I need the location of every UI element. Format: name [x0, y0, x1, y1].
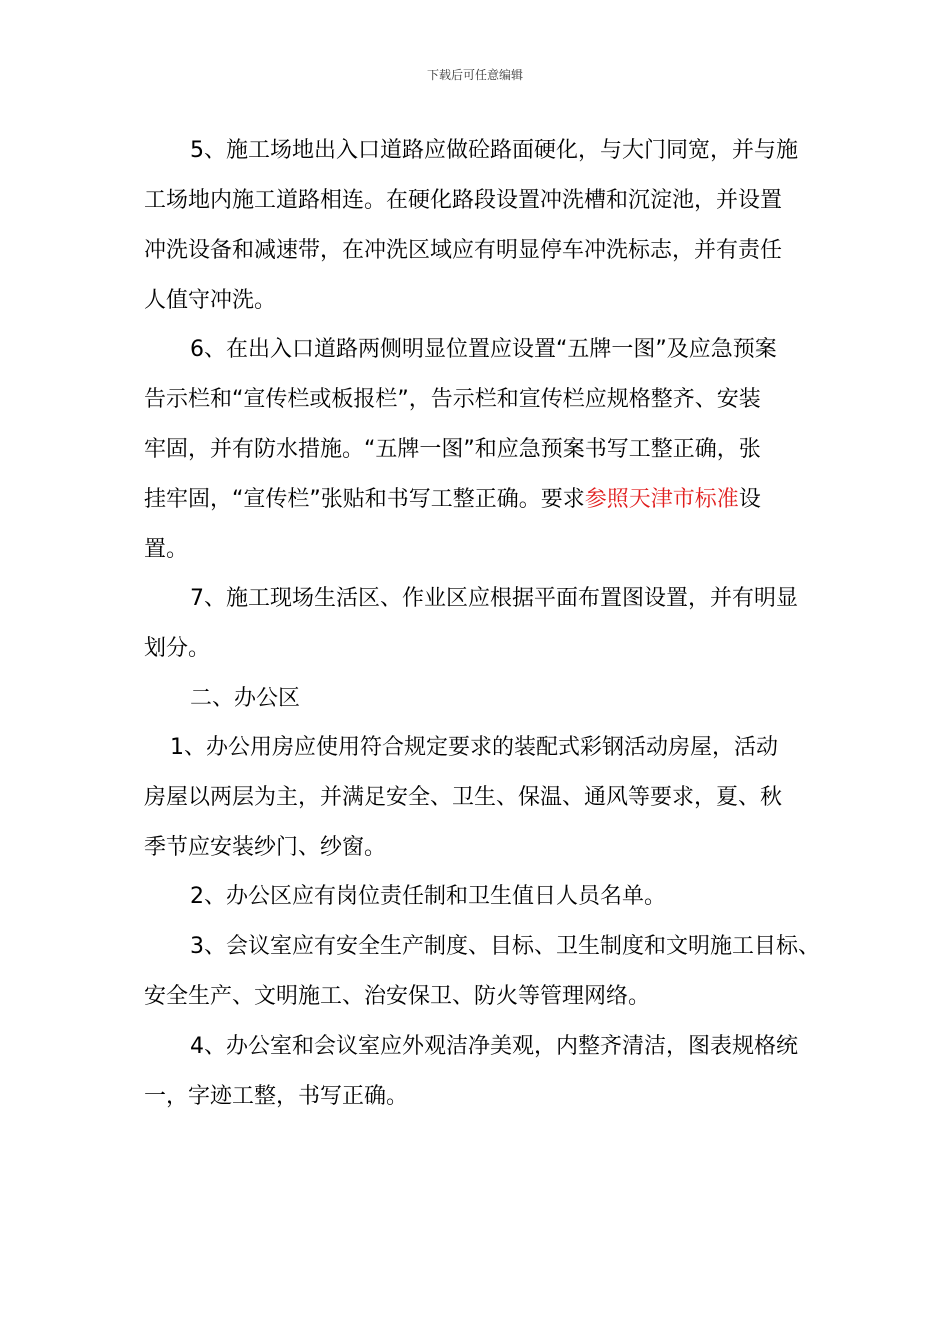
- para5-line-2: 工场地内施工道路相连。在硬化路段设置冲洗槽和沉淀池，并设置: [144, 188, 783, 213]
- para6-line-3: 牢固，并有防水措施。“五牌一图”和应急预案书写工整正确，张: [144, 437, 761, 462]
- para5-line-1: 5、施工场地出入口道路应做砼路面硬化，与大门同宽，并与施: [190, 138, 798, 163]
- para6-line-4-end: 设: [738, 487, 761, 512]
- office3-line-2: 安全生产、文明施工、治安保卫、防火等管理网络。: [144, 984, 651, 1009]
- office4-line-1: 4、办公室和会议室应外观洁净美观，内整齐清洁，图表规格统: [190, 1034, 798, 1059]
- para6-line-2: 告示栏和“宣传栏或板报栏”，告示栏和宣传栏应规格整齐、安装: [144, 387, 761, 412]
- office1-line-2: 房屋以两层为主，并满足安全、卫生、保温、通风等要求，夏、秋: [144, 785, 783, 810]
- office1-line-3: 季节应安装纱门、纱窗。: [144, 835, 387, 860]
- office4-line-2: 一，字迹工整，书写正确。: [144, 1084, 409, 1109]
- page-header: 下载后可任意编辑: [426, 68, 523, 82]
- office2-line-1: 2、办公区应有岗位责任制和卫生值日人员名单。: [190, 884, 666, 909]
- para6-line-4-start: 挂牢固，“宣传栏”张贴和书写工整正确。要求: [144, 487, 585, 512]
- para7-line-1: 7、施工现场生活区、作业区应根据平面布置图设置，并有明显: [190, 586, 798, 611]
- para5-line-3: 冲洗设备和减速带，在冲洗区域应有明显停车冲洗标志，并有责任: [144, 238, 783, 263]
- para5-line-4: 人值守冲洗。: [144, 288, 277, 313]
- tianjin-standard-highlight: 参照天津市标准: [584, 487, 739, 512]
- para6-line-4: [144, 475, 761, 525]
- office3-line-1: 3、会议室应有安全生产制度、目标、卫生制度和文明施工目标、: [190, 934, 820, 959]
- office1-line-1: 1、办公用房应使用符合规定要求的装配式彩钢活动房屋，活动: [170, 735, 778, 760]
- para7-line-2: 划分。: [144, 636, 211, 661]
- section-heading-office: 二、办公区: [190, 686, 301, 711]
- para6-line-5: 置。: [144, 537, 189, 562]
- para6-line-1: 6、在出入口道路两侧明显位置应设置“五牌一图”及应急预案: [190, 337, 777, 362]
